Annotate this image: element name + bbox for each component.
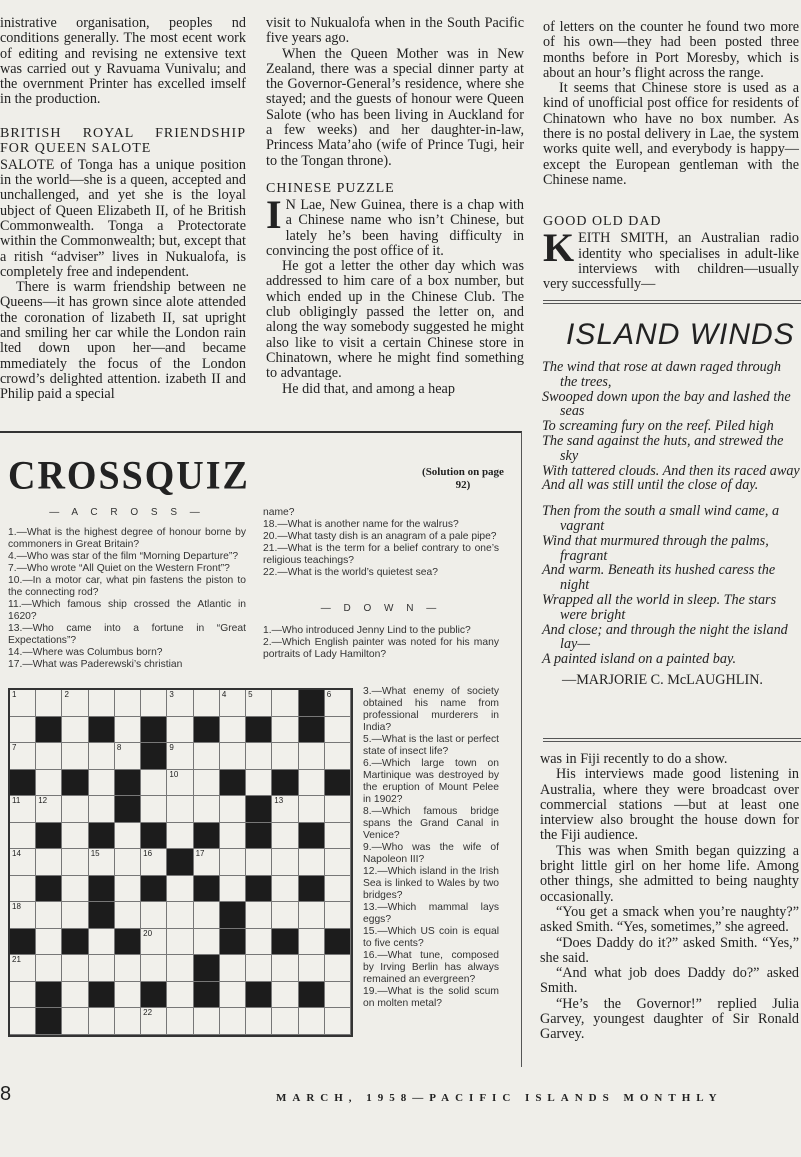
text-line: Swooped down upon the bay and lashed the seas [542,388,791,420]
paragraph: visit to Nukualofa when in the South Pacific five years ago. [266,15,524,47]
grid-block [36,982,62,1009]
grid-cell[interactable] [115,690,141,717]
cell-number: 14 [12,849,21,859]
grid-cell[interactable] [325,743,351,770]
grid-block [62,929,88,956]
grid-block [141,717,167,744]
grid-cell[interactable] [194,770,220,797]
grid-block [299,982,325,1009]
column-3 [543,20,799,292]
grid-cell[interactable] [62,717,88,744]
poem-author: —MARJORIE C. McLAUGHLIN. [562,671,763,688]
grid-cell[interactable] [325,717,351,744]
grid-cell[interactable] [246,902,272,929]
text-line: 6.—Which large town on Martinique was destroyed by the eruption of Mount Pelee in 1902? [363,758,499,805]
grid-block [299,823,325,850]
grid-block [246,876,272,903]
grid-block [325,929,351,956]
grid-cell[interactable] [62,849,88,876]
cell-number: 22 [143,1008,153,1018]
text-line: 8.—Which famous bridge spans the Grand Canal in Venice? [363,806,499,841]
grid-cell[interactable] [246,743,272,770]
grid-block [167,849,193,876]
text-line: 15.—Which US coin is equal to five cents? [363,926,499,949]
grid-cell[interactable] [325,982,351,1009]
grid-cell[interactable] [62,823,88,850]
paragraph: KEITH SMITH, an Australian radio identity who specialises in adult-like interviews with children—usually very successfully— [543,225,799,293]
grid-cell[interactable] [246,849,272,876]
grid-cell[interactable] [246,955,272,982]
grid-block [272,770,298,797]
grid-cell[interactable] [272,849,298,876]
text-line: 10.—In a motor car, what pin fastens the piston to the connecting rod? [8,575,246,598]
grid-cell[interactable] [62,876,88,903]
grid-cell[interactable] [246,690,272,717]
text-line: 1.—What is the highest degree of honour borne by commoners in Great Britain? [8,527,246,550]
grid-block [194,982,220,1009]
grid-block [36,876,62,903]
grid-cell[interactable] [272,743,298,770]
grid-cell[interactable] [220,876,246,903]
grid-cell[interactable] [220,743,246,770]
article-heading: BRITISH ROYAL FRIENDSHIP FOR QUEEN SALOTE [0,125,246,156]
grid-cell[interactable] [89,849,115,876]
paragraph: of letters on the counter he found two more of his own—they had been posted three months before in Port Moresby, which is about an hour’s flight across the range. [543,19,799,81]
grid-block [115,796,141,823]
grid-cell[interactable] [167,770,193,797]
grid-cell[interactable] [141,955,167,982]
grid-cell[interactable] [272,982,298,1009]
grid-cell[interactable] [89,1008,115,1035]
grid-cell[interactable] [36,929,62,956]
grid-cell[interactable] [36,955,62,982]
grid-cell[interactable] [167,982,193,1009]
grid-cell[interactable] [194,849,220,876]
grid-cell[interactable] [299,902,325,929]
grid-cell[interactable] [194,743,220,770]
grid-cell[interactable] [10,902,36,929]
grid-cell[interactable] [89,796,115,823]
grid-cell[interactable] [325,823,351,850]
cell-number: 3 [169,690,174,699]
page-number: 8 [0,1083,12,1105]
grid-cell[interactable] [325,955,351,982]
grid-block [299,876,325,903]
paragraph: “You get a smack when you’re naughty?” asked Smith. “Yes, sometimes,” she agreed. [540,903,799,936]
text-line: 9.—Who was the wife of Napoleon III? [363,842,499,865]
grid-block [36,717,62,744]
text-line: The wind that rose at dawn raged through the trees, [542,359,781,390]
footer [0,1088,801,1108]
column-2 [266,16,524,397]
grid-block [299,717,325,744]
grid-cell[interactable] [141,796,167,823]
paragraph: There is warm friendship between ne Queens—it has grown since alote attended the coronation of lizabeth II, sat upright and smiling her car while the London rain lted down upon her—and became mmediately the focus of the London crowd’s delighted attention. izabeth II and Philip paid a special [0,279,246,403]
text-line: 16.—What tune, composed by Irving Berlin has always remained an evergreen? [363,950,499,985]
text-line: 20.—What tasty dish is an anagram of a pale pipe? [263,531,497,542]
grid-cell[interactable] [167,902,193,929]
grid-cell[interactable] [89,770,115,797]
grid-cell[interactable] [141,849,167,876]
text-line: 1.—Who introduced Jenny Lind to the public? [263,625,471,636]
across-heading: — A C R O S S — [49,507,205,518]
text-line: 11.—Which famous ship crossed the Atlantic in 1620? [8,599,246,622]
text-line: 18.—What is another name for the walrus? [263,519,459,530]
grid-cell[interactable] [220,690,246,717]
grid-cell[interactable] [194,796,220,823]
grid-cell[interactable] [246,1008,272,1035]
grid-block [325,770,351,797]
grid-cell[interactable] [194,902,220,929]
grid-cell[interactable] [141,902,167,929]
grid-cell[interactable] [141,770,167,797]
grid-cell[interactable] [10,743,36,770]
grid-cell[interactable] [62,982,88,1009]
text-line: 4.—Who was star of the film “Morning Departure”? [8,551,239,562]
grid-cell[interactable] [89,690,115,717]
cell-number: 18 [12,902,21,912]
grid-block [246,823,272,850]
cell-number: 12 [38,796,48,806]
grid-cell[interactable] [220,717,246,744]
grid-cell[interactable] [325,849,351,876]
grid-cell[interactable] [36,690,62,717]
down-heading: — D O W N — [320,603,442,614]
footer-text: MARCH, 1958—PACIFIC ISLANDS MONTHLY [276,1092,723,1104]
grid-cell[interactable] [167,743,193,770]
grid-cell[interactable] [272,876,298,903]
grid-block [62,770,88,797]
grid-cell[interactable] [115,717,141,744]
grid-cell[interactable] [272,902,298,929]
grid-cell[interactable] [220,849,246,876]
grid-cell[interactable] [36,849,62,876]
crossword-title: CROSSQUIZ [8,453,250,499]
grid-cell[interactable] [10,955,36,982]
grid-block [194,717,220,744]
cell-number: 9 [169,743,174,753]
grid-cell[interactable] [246,929,272,956]
grid-block [10,770,36,797]
grid-cell[interactable] [36,902,62,929]
text-line: With tattered clouds. And then its raced away [542,462,800,479]
text-line: 22.—What is the world’s quietest sea? [263,567,438,578]
grid-cell[interactable] [36,796,62,823]
grid-cell[interactable] [10,796,36,823]
grid-cell[interactable] [167,876,193,903]
article-heading: CHINESE PUZZLE [266,180,395,196]
cell-number: 11 [12,796,21,806]
grid-cell[interactable] [272,1008,298,1035]
text-line: And warm. Beneath its hushed caress the night [542,562,776,594]
grid-block [299,690,325,717]
drop-cap: I [266,191,282,237]
grid-block [220,929,246,956]
cell-number: 15 [90,849,100,859]
text-line: 19.—What is the solid scum on molten metal? [363,986,499,1009]
drop-cap: K [543,225,575,271]
grid-block [89,902,115,929]
grid-block [36,1008,62,1035]
text-line: 3.—What enemy of society obtained his name from professional murderers in India? [363,686,499,733]
grid-cell[interactable] [325,796,351,823]
grid-cell[interactable] [272,690,298,717]
grid-cell[interactable] [220,955,246,982]
cell-number: 6 [326,690,332,699]
grid-cell[interactable] [115,902,141,929]
grid-cell[interactable] [220,796,246,823]
cell-number: 20 [143,928,153,938]
grid-cell[interactable] [194,1008,220,1035]
text-line: To screaming fury on the reef. Piled high [542,418,774,435]
text-line: 13.—Who came into a fortune in “Great Expectations”? [8,623,246,646]
across-clues [8,507,246,671]
grid-cell[interactable] [10,849,36,876]
cell-number: 10 [169,769,179,779]
paragraph: It seems that Chinese store is used as a kind of unofficial post office for residents of Chinatown who have no box number. As there is no postal delivery in Lae, the system works quite well, and everybody is happy—except the European gentleman with the Chinese name. [543,80,799,188]
text-line: Wind that murmured through the palms, fragrant [542,532,769,564]
text-line: 12.—Which island in the Irish Sea is linked to Wales by two bridges? [363,866,499,901]
grid-cell[interactable] [141,690,167,717]
grid-block [141,823,167,850]
grid-cell[interactable] [272,717,298,744]
paragraph: His interviews made good listening in Australia, where they were broadcast over commercial stations —but at least one interview also brought the house down for the Fiji audience. [540,766,799,844]
text-line: Then from the south a small wind came, a vagrant [542,503,780,534]
grid-cell[interactable] [299,955,325,982]
grid-cell[interactable] [89,955,115,982]
paragraph: was in Fiji recently to do a show. [540,751,728,767]
paragraph: This was when Smith began quizzing a bright little girl on her home life. Among other things, she admitted to being naughty occasionally. [540,842,799,905]
grid-block [89,982,115,1009]
cell-number: 5 [248,690,253,699]
poem [542,360,800,688]
grid-cell[interactable] [299,1008,325,1035]
grid-cell[interactable] [141,929,167,956]
grid-cell[interactable] [194,929,220,956]
grid-block [246,796,272,823]
text-line: 7.—Who wrote “All Quiet on the Western Front”? [8,563,230,574]
text-line: 2.—Which English painter was noted for his many portraits of Lady Hamilton? [263,637,499,660]
paragraph: When the Queen Mother was in New Zealand, there was a special dinner party at the Governor-General’s residence, where she stayed; and the guests of honour were Queen Salote (who has been living in Auckland for a few weeks) and her daughter-in-law, Princess Mata’aho (wife of Prince Tugi, heir to the Tongan throne). [266,45,524,169]
grid-cell[interactable] [62,955,88,982]
grid-block [220,770,246,797]
grid-cell[interactable] [10,823,36,850]
text-line: And close; and through the night the island lay— [542,621,788,653]
cell-number: 8 [116,743,122,753]
grid-cell[interactable] [115,876,141,903]
down-clues-cont [363,686,499,1010]
grid-cell[interactable] [115,955,141,982]
grid-cell[interactable] [167,717,193,744]
cell-number: 13 [274,796,284,806]
grid-block [89,717,115,744]
grid-cell[interactable] [62,902,88,929]
grid-cell[interactable] [272,796,298,823]
grid-block [89,876,115,903]
cell-number: 21 [12,955,21,965]
grid-cell[interactable] [299,849,325,876]
divider [543,300,801,304]
grid-cell[interactable] [325,902,351,929]
grid-cell[interactable] [194,690,220,717]
grid-cell[interactable] [62,1008,88,1035]
intro-paragraph: inistrative organisation, peoples nd conditions generally. The most ecent work of editing and revising ne extensive text was carried out y Ravuama Vunivalu; and the overnment Printer has excelled imself in the production. [0,15,246,108]
grid-block [89,823,115,850]
grid-cell[interactable] [115,823,141,850]
grid-cell[interactable] [115,982,141,1009]
grid-cell[interactable] [325,876,351,903]
grid-block [272,929,298,956]
grid-cell[interactable] [325,690,351,717]
text-line: The sand against the huts, and strewed the sky [542,432,784,464]
text-line: A painted island on a painted bay. [542,651,737,668]
text-line: 5.—What is the last or perfect state of insect life? [363,734,499,757]
grid-block [36,823,62,850]
text-line: 17.—What was Paderewski’s christian [8,659,183,670]
grid-cell[interactable] [141,1008,167,1035]
paragraph: He got a letter the other day which was addressed to him care of a box number, but which ended up in the Chinese Club. The club obligingly passed the letter on, and along the way somebody suggested he might also like to visit a certain Chinese store in Chinatown, where he might find something to advantage. [266,258,524,382]
grid-block [141,876,167,903]
grid-cell[interactable] [325,1008,351,1035]
grid-cell[interactable] [115,849,141,876]
poem-stanza [542,360,800,493]
grid-cell[interactable] [36,743,62,770]
text-line: name? [263,507,295,518]
grid-block [115,929,141,956]
paragraph: “And what job does Daddy do?” asked Smith. [540,965,799,997]
grid-block [246,717,272,744]
grid-cell[interactable] [10,690,36,717]
grid-cell[interactable] [10,982,36,1009]
grid-block [141,743,167,770]
grid-block [115,770,141,797]
solution-note: (Solution on page 92) [422,466,504,491]
grid-cell[interactable] [89,929,115,956]
paragraph: He did that, and among a heap [282,380,455,397]
grid-block [194,876,220,903]
grid-cell[interactable] [167,929,193,956]
text-line: Wrapped all the world in sleep. The stars were bright [542,591,777,623]
grid-block [194,955,220,982]
divider [543,738,801,742]
grid-cell[interactable] [89,743,115,770]
grid-cell[interactable] [10,876,36,903]
paragraph: I N Lae, New Guinea, there is a chap with a Chinese name who isn’t Chinese, but lately he’s been having difficulty in convincing the post office of it. [266,191,524,259]
grid-cell[interactable] [167,796,193,823]
grid-cell[interactable] [10,717,36,744]
grid-cell[interactable] [167,690,193,717]
grid-cell[interactable] [299,796,325,823]
cell-number: 1 [12,690,17,699]
article-heading: GOOD OLD DAD [543,214,662,230]
grid-cell[interactable] [272,955,298,982]
cell-number: 4 [221,690,227,699]
poem-stanza [542,504,800,667]
poem-title: ISLAND WINDS [566,318,795,351]
grid-block [246,982,272,1009]
grid-cell[interactable] [115,743,141,770]
text-line: 13.—Which mammal lays eggs? [363,902,499,925]
grid-cell[interactable] [299,770,325,797]
crossword-box [0,431,522,1067]
grid-cell[interactable] [220,823,246,850]
grid-cell[interactable] [62,743,88,770]
paragraph: “He’s the Governor!” replied Julia Garvey, youngest daughter of Sir Ronald Garvey. [540,995,799,1043]
grid-block [194,823,220,850]
crossword-grid[interactable] [8,688,353,1037]
grid-cell[interactable] [272,823,298,850]
text-line: And all was still until the close of day. [542,477,759,494]
grid-cell[interactable] [167,955,193,982]
cell-number: 16 [143,849,153,859]
grid-cell[interactable] [220,1008,246,1035]
paragraph: “Does Daddy do it?” asked Smith. “Yes,” she said. [540,934,799,966]
grid-block [10,929,36,956]
grid-cell[interactable] [220,982,246,1009]
cell-number: 2 [64,690,69,699]
across-clues-cont [263,507,499,661]
grid-block [141,982,167,1009]
grid-cell[interactable] [36,770,62,797]
grid-block [220,902,246,929]
text-line: 14.—Where was Columbus born? [8,647,163,658]
column-3-lower [540,752,799,1043]
column-1 [0,16,246,403]
grid-cell[interactable] [299,743,325,770]
grid-cell[interactable] [167,823,193,850]
grid-cell[interactable] [246,770,272,797]
grid-cell[interactable] [62,796,88,823]
grid-cell[interactable] [167,1008,193,1035]
grid-cell[interactable] [10,1008,36,1035]
grid-cell[interactable] [62,690,88,717]
paragraph: SALOTE of Tonga has a unique position in the world—she is a queen, accepted and unchallenged, and yet she is the loyal ubject of Queen Elizabeth II, of he British Commonwealth. Tonga a Protectorate within the Commonwealth; but, except that a ritish “adviser” lives in Nukualofa, is completely free and independent. [0,156,246,280]
cell-number: 7 [12,743,17,753]
grid-cell[interactable] [115,1008,141,1035]
grid-cell[interactable] [299,929,325,956]
text-line: 21.—What is the term for a belief contrary to one’s religious teachings? [263,543,499,566]
cell-number: 17 [195,849,205,859]
